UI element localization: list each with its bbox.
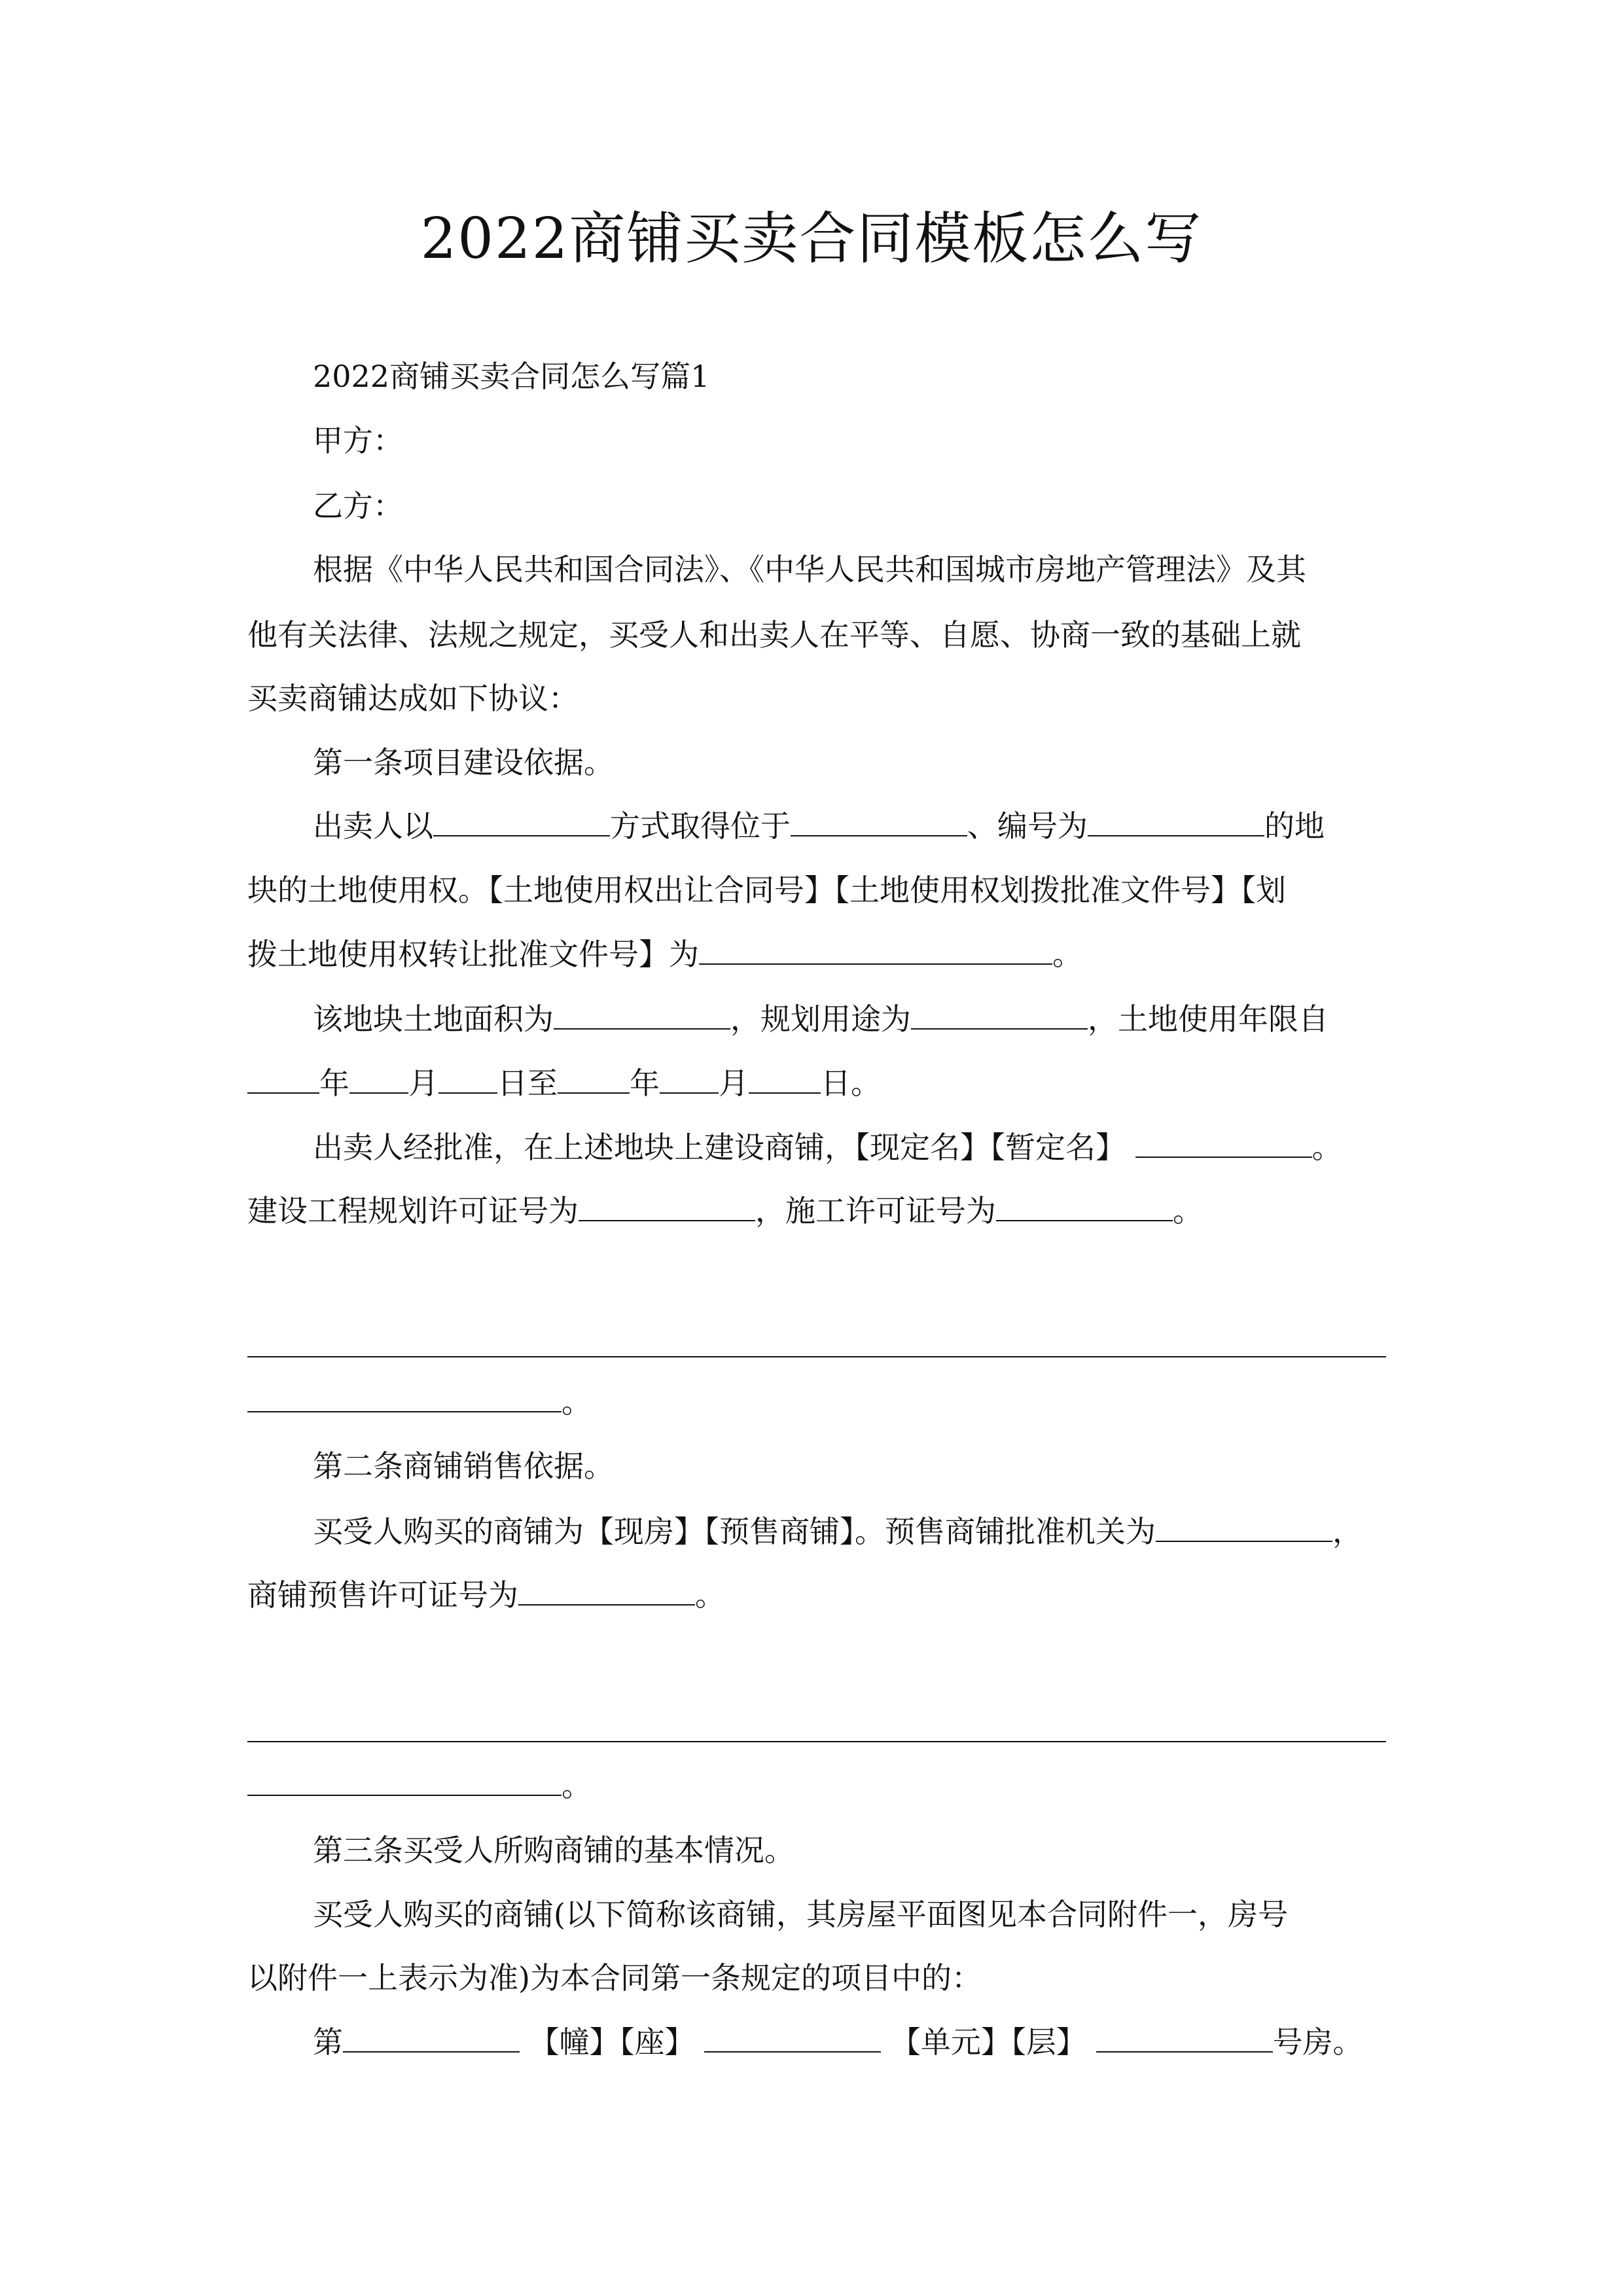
fill-blank — [579, 1191, 755, 1221]
fill-blank — [349, 1064, 408, 1094]
text-segment: 该地块土地面积为 — [313, 1001, 554, 1037]
text-segment: 年 — [319, 1066, 349, 1101]
fill-blank — [247, 1382, 562, 1412]
fill-blank — [554, 999, 730, 1030]
text-segment: 出卖人经批准，在上述地块上建设商铺，【现定名】【暂定名】 — [313, 1130, 1126, 1165]
fill-blank — [438, 1064, 497, 1094]
text-segment: 方式取得位于 — [610, 808, 791, 844]
text-segment: 【幢】【座】 — [529, 2024, 695, 2060]
text-segment: 商铺预售许可证号为 — [247, 1577, 518, 1613]
article-heading: 第三条买受人所购商铺的基本情况。 — [313, 1833, 794, 1868]
text-segment: 【单元】【层】 — [890, 2024, 1086, 2060]
fill-blank — [791, 806, 967, 836]
text-segment: 买受人购买的商铺为【现房】【预售商铺】。预售商铺批准机关为 — [313, 1514, 1156, 1549]
paragraph-line — [247, 935, 1386, 974]
fill-blank — [996, 1191, 1173, 1221]
text-segment: 的地 — [1264, 808, 1325, 844]
fill-blank — [911, 999, 1088, 1030]
paragraph-line: 买受人购买的商铺(以下简称该商铺，其房屋平面图见本合同附件一，房号 — [313, 1897, 1288, 1932]
section-heading: 2022商铺买卖合同怎么写篇1 — [313, 359, 710, 394]
fill-blank — [247, 1766, 562, 1796]
text-segment: 建设工程规划许可证号为 — [247, 1193, 579, 1229]
paragraph-line: 以附件一上表示为准)为本合同第一条规定的项目中的： — [247, 1960, 982, 1996]
fill-blank — [518, 1575, 695, 1605]
text-segment: 、编号为 — [967, 808, 1088, 844]
text-segment: 第 — [313, 2024, 343, 2060]
paragraph-line — [313, 1512, 1386, 1551]
text-segment: 。 — [1173, 1193, 1203, 1229]
text-segment: ，土地使用年限自 — [1088, 1001, 1329, 1037]
fill-rule-full — [247, 1356, 1386, 1357]
text-segment: 。 — [562, 1384, 592, 1420]
paragraph-line — [247, 1575, 1386, 1615]
text-segment: 。 — [562, 1768, 592, 1803]
text-segment: ， — [1332, 1514, 1363, 1549]
fill-blank — [1096, 2022, 1273, 2053]
paragraph-line — [247, 1191, 1386, 1230]
fill-blank — [704, 2022, 881, 2053]
paragraph-line — [247, 1064, 1386, 1103]
text-segment: 号房。 — [1272, 2024, 1363, 2060]
text-segment: 。 — [1052, 937, 1082, 972]
fill-blank — [558, 1064, 630, 1094]
text-segment: 拨土地使用权转让批准文件号】为 — [247, 937, 699, 972]
paragraph-line: 块的土地使用权。【土地使用权出让合同号】【土地使用权划拨批准文件号】【划 — [247, 872, 1286, 908]
paragraph-line — [313, 999, 1386, 1039]
fill-blank — [1156, 1512, 1332, 1542]
fill-blank — [1135, 1128, 1312, 1158]
paragraph-line: 根据《中华人民共和国合同法》、《中华人民共和国城市房地产管理法》及其 — [313, 552, 1306, 587]
document-title: 2022商铺买卖合同模板怎么写 — [420, 206, 1203, 272]
fill-blank — [660, 1064, 719, 1094]
fill-blank — [749, 1064, 821, 1094]
text-segment: 月 — [719, 1066, 749, 1101]
fill-blank — [247, 1064, 319, 1094]
text-segment: 。 — [1311, 1130, 1342, 1165]
text-segment: 出卖人以 — [313, 808, 433, 844]
paragraph-line: 买卖商铺达成如下协议： — [247, 681, 579, 716]
fill-blank — [343, 2022, 520, 2053]
paragraph-line: 他有关法律、法规之规定，买受人和出卖人在平等、自愿、协商一致的基础上就 — [247, 617, 1301, 653]
paragraph-line — [313, 806, 1386, 846]
paragraph-line — [313, 2022, 1386, 2062]
text-segment: 月 — [408, 1066, 438, 1101]
party-a-label: 甲方： — [313, 423, 403, 458]
text-segment: 日。 — [821, 1066, 881, 1101]
fill-blank — [433, 806, 610, 836]
text-segment: 年 — [630, 1066, 660, 1101]
fill-rule-full — [247, 1741, 1386, 1742]
paragraph-line — [247, 1766, 592, 1805]
text-segment: ，规划用途为 — [730, 1001, 911, 1037]
party-b-label: 乙方： — [313, 488, 403, 524]
text-segment: ，施工许可证号为 — [755, 1193, 996, 1229]
fill-blank — [699, 935, 1052, 965]
paragraph-line — [247, 1382, 592, 1422]
text-segment: 。 — [695, 1577, 725, 1613]
article-heading: 第二条商铺销售依据。 — [313, 1448, 614, 1484]
fill-blank — [1088, 806, 1264, 836]
text-segment: 日至 — [497, 1066, 558, 1101]
article-heading: 第一条项目建设依据。 — [313, 745, 614, 780]
paragraph-line — [313, 1128, 1386, 1167]
